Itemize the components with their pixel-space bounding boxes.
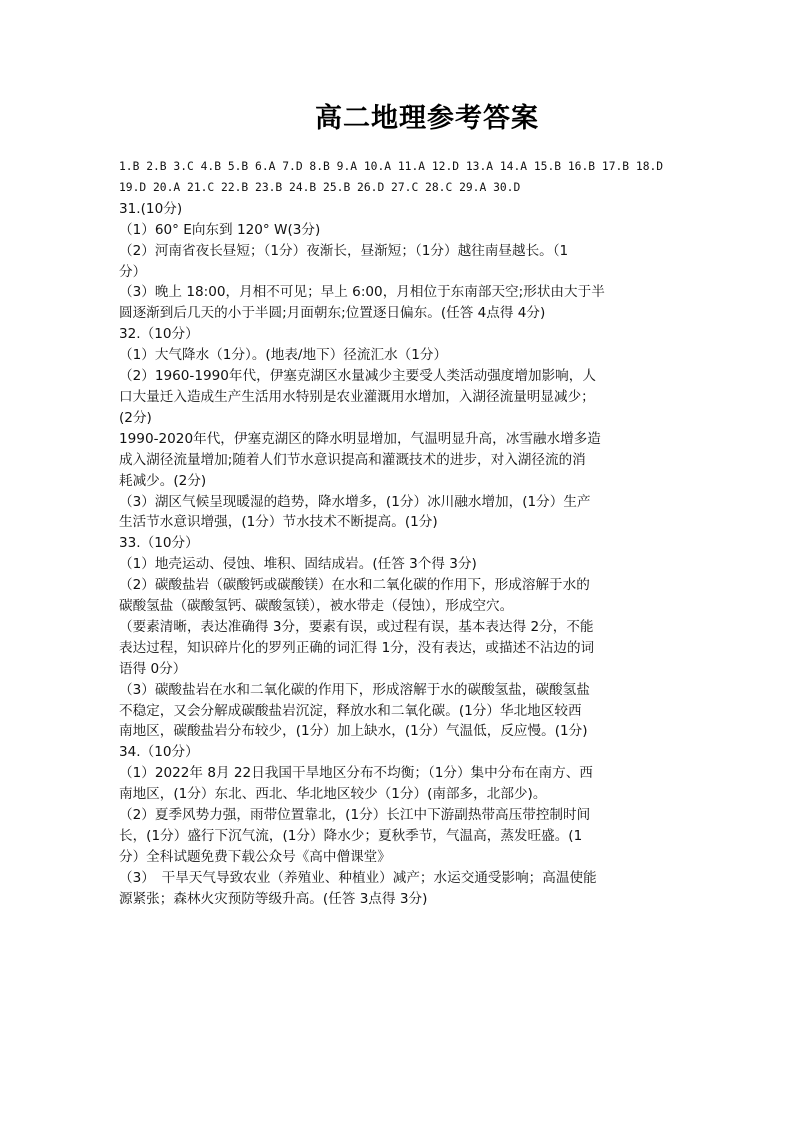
answer-line: 33.（10分）: [119, 535, 199, 552]
answer-line: （3）湖区气候呈现暖湿的趋势，降水增多，(1分）冰川融水增加，(1分）生产: [119, 493, 591, 510]
answer-line: 34.（10分）: [119, 744, 199, 761]
answer-line: 分）全科试题免费下载公众号《高中僧课堂》: [119, 848, 391, 865]
answer-line: 语得 0分）: [119, 660, 187, 677]
answer-line: （2）河南省夜长昼短；（1分）夜渐长，昼渐短；（1分）越往南昼越长。（1: [119, 242, 569, 259]
answer-line: (2分): [119, 409, 152, 426]
answer-line: 口大量迁入造成生产生活用水特别是农业灌溉用水增加，入湖径流量明显减少；: [119, 388, 595, 405]
answer-line: 长，(1分）盛行下沉气流，(1分）降水少；夏秋季节，气温高，蒸发旺盛。(1: [119, 828, 583, 844]
answer-line: （1）60° E向东到 120° W(3分): [119, 221, 321, 238]
answer-line: （2）夏季风势力强，雨带位置靠北，(1分）长江中下游副热带高压带控制时间: [119, 807, 591, 824]
answer-line: 耗减少。(2分): [119, 472, 207, 489]
answer-line: （3）碳酸盐岩在水和二氧化碳的作用下，形成溶解于水的碳酸氢盐，碳酸氢盐: [119, 681, 590, 698]
answer-line: 分）: [119, 263, 147, 280]
answer-line: 源紧张；森林火灾预防等级升高。(任答 3点得 3分): [119, 890, 428, 907]
answer-text-lines: [119, 199, 684, 910]
answer-line: （3） 干旱天气导致农业（养殖业、种植业）减产；水运交通受影响；高温使能: [119, 869, 597, 886]
answer-line: （1）地壳运动、侵蚀、堆积、固结成岩。(任答 3个得 3分): [119, 556, 477, 573]
answer-line: 圆逐渐到后几天的小于半圆;月面朝东;位置逐日偏东。(任答 4点得 4分): [119, 305, 546, 322]
answer-line: 碳酸氢盐（碳酸氢钙、碳酸氢镁），被水带走（侵蚀），形成空穴。: [119, 598, 514, 615]
answer-line: 南地区，碳酸盐岩分布较少，(1分）加上缺水，(1分）气温低，反应慢。(1分): [119, 723, 588, 740]
answer-line: （1）大气降水（1分）。(地表/地下）径流汇水（1分）: [119, 347, 448, 364]
mc-answers-line-2: 19.D 20.A 21.C 22.B 23.B 24.B 25.B 26.D 27.C 28.C 29.A 30.D: [119, 180, 521, 194]
answer-line: 表达过程，知识碎片化的罗列正确的词汇得 1分，没有表达，或描述不沾边的词: [119, 639, 595, 656]
answer-line: 32.（10分）: [119, 326, 199, 343]
answer-line: （2）碳酸盐岩（碳酸钙或碳酸镁）在水和二氧化碳的作用下，形成溶解于水的: [119, 577, 590, 594]
answer-line: （2）1960-1990年代，伊塞克湖区水量减少主要受人类活动强度增加影响，人: [119, 368, 596, 385]
answer-line: 成入湖径流量增加;随着人们节水意识提高和灌溉技术的进步，对入湖径流的消: [119, 451, 586, 468]
answer-body: [119, 157, 684, 910]
answer-line: （要素清晰，表达准确得 3分，要素有误，或过程有误，基本表达得 2分，不能: [119, 618, 594, 635]
page-title: 高二地理参考答案: [315, 103, 539, 134]
answer-line: （1）2022年 8月 22日我国干旱地区分布不均衡；（1分）集中分布在南方、西: [119, 765, 593, 782]
mc-answers-line-1: 1.B 2.B 3.C 4.B 5.B 6.A 7.D 8.B 9.A 10.A 11.A 12.D 13.A 14.A 15.B 16.B 17.B 18.D: [119, 160, 664, 173]
answer-line: 南地区，(1分）东北、西北、华北地区较少（1分）(南部多，北部少)。: [119, 786, 547, 803]
answer-line: 生活节水意识增强，(1分）节水技术不断提高。(1分): [119, 514, 438, 531]
answer-line: 不稳定，又会分解成碳酸盐岩沉淀，释放水和二氧化碳。(1分）华北地区较西: [119, 702, 582, 719]
answer-line: 1990-2020年代，伊塞克湖区的降水明显增加，气温明显升高，冰雪融水增多造: [119, 430, 601, 447]
answer-line: （3）晚上 18:00，月相不可见；早上 6:00，月相位于东南部天空;形状由大于半: [119, 284, 605, 301]
answer-line: 31.(10分): [119, 200, 183, 217]
